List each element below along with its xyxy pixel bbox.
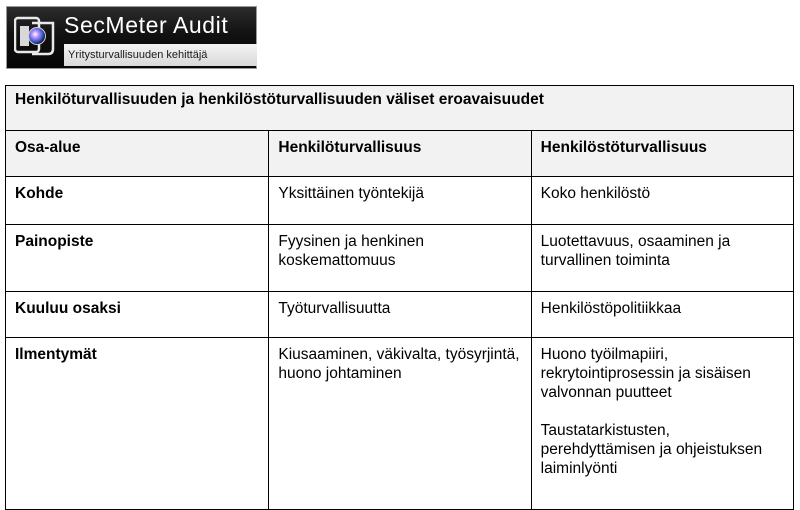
cell-kohde-henkilostoturvallisuus <box>531 177 793 225</box>
cell-painopiste-henkiloturvallisuus: Fyysinen ja henkinen koskemattomuus <box>269 225 531 292</box>
header-henkiloturvallisuus: Henkilöturvallisuus <box>269 131 531 177</box>
cell-painopiste-henkilostoturvallisuus <box>531 225 793 292</box>
table-caption: Henkilöturvallisuuden ja henkilöstöturvallisuuden väliset eroavaisuudet <box>6 86 794 131</box>
table-row-painopiste <box>6 225 794 292</box>
secmeter-logo-mark-icon <box>14 14 58 58</box>
cell-kuuluu-henkiloturvallisuus: Työturvallisuutta <box>269 292 531 338</box>
cell-kohde-henkiloturvallisuus: Yksittäinen työntekijä <box>269 177 531 225</box>
cell-ilmentymat-henkilostoturvallisuus <box>531 338 793 510</box>
cell-kuuluu-henkilostoturvallisuus <box>531 292 793 338</box>
cell-paragraph: Huono työilmapiiri, rekrytointiprosessin ja sisäisen valvonnan puutteet <box>540 346 751 401</box>
logo-tagline-strip <box>64 44 257 66</box>
cell-paragraph: Henkilöstöpolitiikkaa <box>540 300 682 317</box>
row-label-kohde: Kohde <box>6 177 269 225</box>
row-label-kuuluu-osaksi: Kuuluu osaksi <box>6 292 269 338</box>
table-row-ilmentymat <box>6 338 794 510</box>
comparison-table <box>5 85 794 510</box>
cell-paragraph: Koko henkilöstö <box>540 185 651 202</box>
cell-paragraph: Luotettavuus, osaaminen ja turvallinen toiminta <box>540 233 731 269</box>
logo-title: SecMeter Audit <box>64 12 229 38</box>
company-logo <box>6 6 257 69</box>
table-row-kuuluu-osaksi <box>6 292 794 338</box>
cell-paragraph: Taustatarkistusten, perehdyttämisen ja ohjeistuksen laiminlyönti <box>540 422 763 477</box>
table-caption-row <box>6 86 794 131</box>
row-label-painopiste: Painopiste <box>6 225 269 292</box>
table-header-row <box>6 131 794 177</box>
header-osa-alue: Osa-alue <box>6 131 269 177</box>
table-row-kohde <box>6 177 794 225</box>
logo-tagline: Yritysturvallisuuden kehittäjä <box>68 49 208 61</box>
cell-ilmentymat-henkiloturvallisuus: Kiusaaminen, väkivalta, työsyrjintä, huono johtaminen <box>269 338 531 510</box>
header-henkilostoturvallisuus: Henkilöstöturvallisuus <box>531 131 793 177</box>
row-label-ilmentymat: Ilmentymät <box>6 338 269 510</box>
